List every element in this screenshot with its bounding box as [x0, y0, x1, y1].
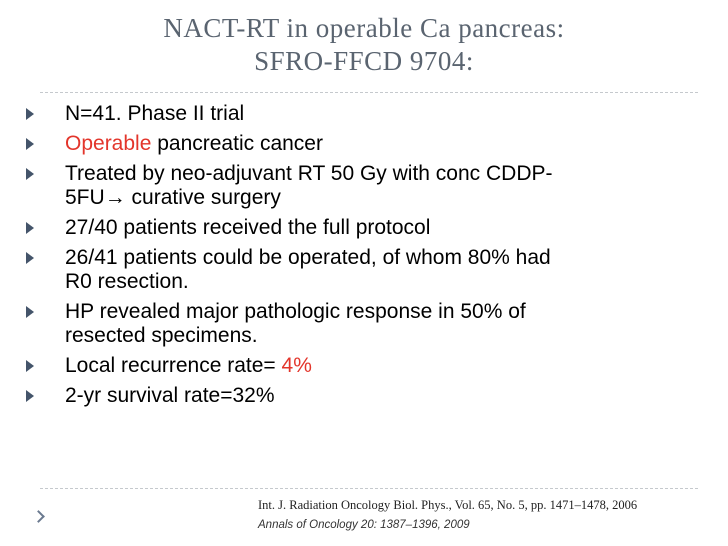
- arrow-bullet-icon: [26, 360, 34, 372]
- bullet-item: [22, 132, 702, 156]
- bullet-highlight: Operable: [65, 132, 152, 155]
- bullet-text: N=41. Phase II trial: [65, 102, 245, 125]
- bullet-item: [22, 246, 702, 294]
- bullet-item: [22, 300, 702, 348]
- reference-2: Annals of Oncology 20: 1387–1396, 2009: [258, 519, 470, 531]
- bullet-text-line1: HP revealed major pathologic response in 50% of: [65, 300, 526, 323]
- arrow-bullet-icon: [26, 168, 34, 180]
- bullet-item: [22, 384, 702, 408]
- bullet-text: 27/40 patients received the full protocol: [65, 216, 431, 239]
- bullet-item: [22, 102, 702, 126]
- bullet-text-line2: R0 resection.: [65, 270, 189, 293]
- slide-title-line1: NACT-RT in operable Ca pancreas:: [163, 13, 565, 43]
- bullet-text: Local recurrence rate=: [65, 354, 282, 377]
- arrow-bullet-icon: [26, 222, 34, 234]
- bullet-list: [22, 102, 702, 414]
- bullet-text-line2a: 5FU: [65, 186, 105, 209]
- top-divider: [40, 92, 698, 93]
- bullet-text: pancreatic cancer: [151, 132, 323, 155]
- bullet-highlight: 4%: [281, 354, 312, 377]
- bullet-item: [22, 162, 702, 210]
- reference-1: Int. J. Radiation Oncology Biol. Phys., Vol. 65, No. 5, pp. 1471–1478, 2006: [258, 498, 638, 512]
- bullet-text-line2: resected specimens.: [65, 324, 258, 347]
- bullet-text: 2-yr survival rate=32%: [65, 384, 275, 407]
- bullet-item: [22, 354, 702, 378]
- bullet-item: [22, 216, 702, 240]
- arrow-bullet-icon: [26, 108, 34, 120]
- bullet-text-line1: 26/41 patients could be operated, of whom 80% had: [65, 246, 551, 269]
- bullet-text-line1: Treated by neo-adjuvant RT 50 Gy with conc CDDP-: [65, 162, 553, 185]
- bottom-divider: [40, 488, 698, 489]
- arrow-bullet-icon: [26, 390, 34, 402]
- bullet-text-line2b: curative surgery: [125, 186, 281, 209]
- slide-title-line2: SFRO-FFCD 9704:: [254, 46, 474, 76]
- chevron-down-icon[interactable]: [32, 510, 45, 523]
- slide-title: [0, 12, 728, 78]
- right-arrow-icon: →: [104, 186, 126, 209]
- arrow-bullet-icon: [26, 138, 34, 150]
- arrow-bullet-icon: [26, 252, 34, 264]
- references: [258, 495, 637, 535]
- arrow-bullet-icon: [26, 306, 34, 318]
